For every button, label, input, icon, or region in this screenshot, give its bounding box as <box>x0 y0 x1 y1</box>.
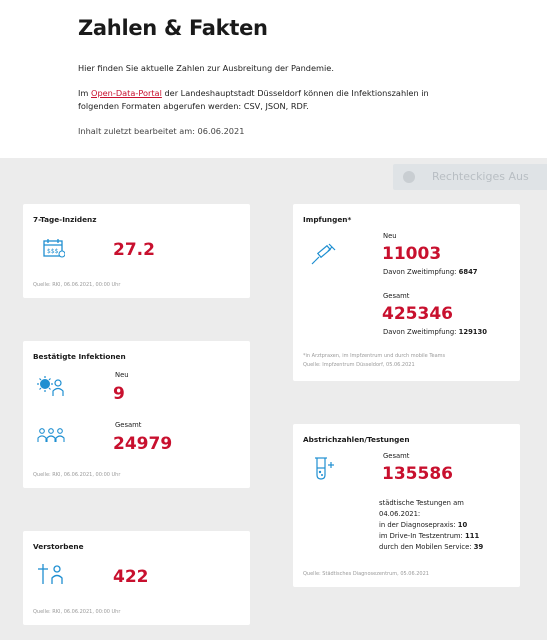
tool-icon <box>403 171 415 183</box>
infections-source: Quelle: RKI, 06.06.2021, 00:00 Uhr <box>33 472 121 478</box>
group-people-icon <box>37 427 65 443</box>
vaccination-new-value: 11003 <box>382 244 442 264</box>
infections-total-value: 24979 <box>113 434 173 454</box>
incidence-source: Quelle: RKI, 06.06.2021, 00:00 Uhr <box>33 282 121 288</box>
vaccination-new-second-label: Davon Zweitimpfung: <box>383 268 459 276</box>
vaccination-title: Impfungen* <box>303 215 352 224</box>
incidence-card <box>23 204 250 298</box>
incidence-title: 7-Tage-Inzidenz <box>33 215 97 224</box>
testing-line4-value: 111 <box>465 532 480 540</box>
incidence-value: 27.2 <box>113 240 155 260</box>
vaccination-source: Quelle: Impfzentrum Düsseldorf, 05.06.2021 <box>303 362 415 368</box>
vaccination-new-label: Neu <box>383 232 397 240</box>
testing-line1: städtische Testungen am <box>379 499 464 507</box>
infections-new-label: Neu <box>115 371 129 379</box>
vaccination-total-label: Gesamt <box>383 292 410 300</box>
testing-line2: 04.06.2021: <box>379 510 421 518</box>
svg-text:$$$: $$$ <box>47 248 59 255</box>
vaccination-footnote: *in Arztpraxen, im Impfzentrum und durch mobile Teams <box>303 353 446 359</box>
testing-line3-label: in der Diagnosepraxis: <box>379 521 458 529</box>
vaccination-new-second-value: 6847 <box>458 268 478 276</box>
vaccination-total-second <box>383 328 487 336</box>
deaths-title: Verstorbene <box>33 542 84 551</box>
opendata-paragraph <box>78 87 468 113</box>
cross-person-icon <box>37 563 65 585</box>
testing-line3 <box>379 520 483 531</box>
infections-total-label: Gesamt <box>115 421 142 429</box>
syringe-icon <box>311 242 337 266</box>
testing-title: Abstrichzahlen/Testungen <box>303 435 410 444</box>
testing-line5-label: durch den Mobilen Service: <box>379 543 474 551</box>
page-title: Zahlen & Fakten <box>78 16 268 40</box>
intro-text: Hier finden Sie aktuelle Zahlen zur Ausbreitung der Pandemie. <box>78 63 334 73</box>
testing-line4 <box>379 531 483 542</box>
rectangle-tool-button[interactable] <box>393 164 547 190</box>
rectangle-tool-label: Rechteckiges Aus <box>432 170 529 183</box>
last-edited-text: Inhalt zuletzt bearbeitet am: 06.06.2021 <box>78 126 245 136</box>
testing-line3-value: 10 <box>457 521 468 529</box>
testing-card <box>293 424 520 587</box>
deaths-source: Quelle: RKI, 06.06.2021, 00:00 Uhr <box>33 609 121 615</box>
infections-new-value: 9 <box>113 384 125 404</box>
testing-total-value: 135586 <box>382 464 453 484</box>
calendar-icon <box>43 238 65 258</box>
opendata-portal-link[interactable]: Open-Data-Portal <box>91 88 162 98</box>
vaccination-total-second-label: Davon Zweitimpfung: <box>383 328 459 336</box>
opendata-prefix: Im <box>78 88 91 98</box>
infections-title: Bestätigte Infektionen <box>33 352 126 361</box>
deaths-card <box>23 531 250 625</box>
virus-person-icon <box>37 375 65 397</box>
deaths-value: 422 <box>113 567 149 587</box>
infections-card <box>23 341 250 488</box>
testing-line5 <box>379 542 483 553</box>
vaccination-card <box>293 204 520 381</box>
vaccination-new-second <box>383 268 478 276</box>
testing-line5-value: 39 <box>473 543 484 551</box>
testing-details <box>379 498 483 553</box>
opendata-suffix: der Landeshauptstadt Düsseldorf können die Infektionszahlen in folgenden Formaten abgerufen werden: CSV, JSON, RDF. <box>78 88 429 111</box>
testing-source: Quelle: Städtisches Diagnosezentrum, 05.06.2021 <box>303 571 429 577</box>
page-header <box>0 0 547 158</box>
vaccination-total-value: 425346 <box>382 304 453 324</box>
vaccination-total-second-value: 129130 <box>458 328 487 336</box>
testing-line4-label: im Drive-In Testzentrum: <box>379 532 465 540</box>
test-tube-icon <box>313 456 335 480</box>
testing-total-label: Gesamt <box>383 452 410 460</box>
